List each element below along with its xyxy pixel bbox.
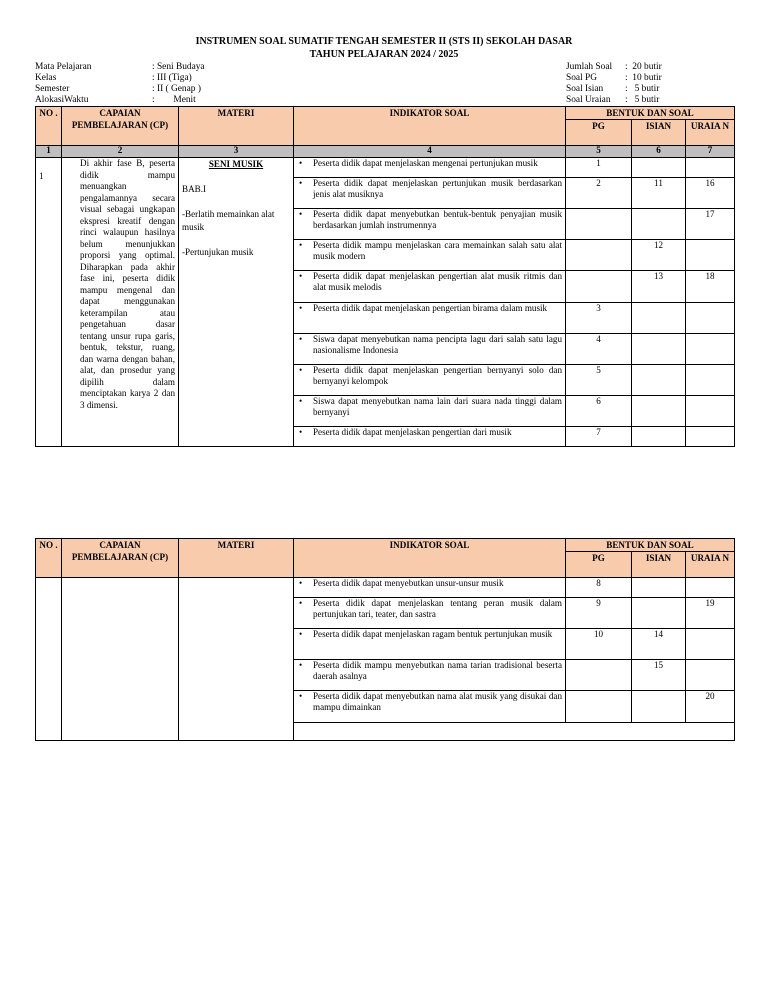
indikator-text: Peserta didik dapat menjelaskan pengertian dari musik bbox=[313, 427, 512, 437]
indikator-cell bbox=[294, 691, 566, 723]
indikator-cell bbox=[294, 158, 566, 178]
header-indikator: INDIKATOR SOAL bbox=[294, 539, 566, 578]
indikator-text: Peserta didik dapat menjelaskan pengertian alat musik ritmis dan alat musik melodis bbox=[313, 271, 562, 292]
info-value-jumlah: : 20 butir bbox=[625, 62, 662, 72]
header-indikator: INDIKATOR SOAL bbox=[294, 107, 566, 146]
uraian-cell bbox=[686, 629, 735, 660]
uraian-cell bbox=[686, 303, 735, 334]
pg-cell bbox=[566, 271, 632, 303]
indikator-text: Peserta didik dapat menyebutkan unsur-unsur musik bbox=[313, 578, 504, 588]
header-pg: PG bbox=[566, 552, 632, 578]
uraian-cell: 17 bbox=[686, 209, 735, 240]
indikator-cell bbox=[294, 660, 566, 691]
pg-cell: 1 bbox=[566, 158, 632, 178]
isian-cell bbox=[632, 427, 686, 447]
pg-cell: 6 bbox=[566, 396, 632, 427]
isian-cell: 14 bbox=[632, 629, 686, 660]
isian-cell bbox=[632, 365, 686, 396]
info-value-pg: : 10 butir bbox=[625, 73, 662, 83]
indikator-cell bbox=[294, 178, 566, 209]
empty-cell bbox=[294, 723, 735, 741]
table-row bbox=[36, 578, 735, 598]
pg-cell: 7 bbox=[566, 427, 632, 447]
pg-cell: 9 bbox=[566, 598, 632, 629]
pg-cell: 8 bbox=[566, 578, 632, 598]
info-value-uraian: : 5 butir bbox=[625, 95, 660, 105]
document-title: INSTRUMEN SOAL SUMATIF TENGAH SEMESTER II (STS II) SEKOLAH DASAR bbox=[195, 36, 573, 47]
header-no: NO . bbox=[36, 107, 62, 146]
indikator-cell bbox=[294, 240, 566, 271]
isian-cell bbox=[632, 396, 686, 427]
bullet-icon: • bbox=[299, 271, 303, 281]
header-uraian: URAIA N bbox=[686, 120, 735, 146]
info-value-mapel: : Seni Budaya bbox=[152, 62, 205, 72]
indikator-text: Siswa dapat menyebutkan nama lain dari suara nada tinggi dalam bernyanyi bbox=[313, 396, 562, 417]
isian-cell: 11 bbox=[632, 178, 686, 209]
pg-cell: 4 bbox=[566, 334, 632, 365]
uraian-cell: 16 bbox=[686, 178, 735, 209]
instrument-table-2 bbox=[35, 538, 735, 741]
isian-cell: 15 bbox=[632, 660, 686, 691]
header-materi: MATERI bbox=[179, 107, 294, 146]
col-number: 5 bbox=[566, 146, 632, 158]
indikator-text: Peserta didik mampu menyebutkan nama tarian tradisional beserta daerah asalnya bbox=[313, 660, 562, 681]
header-materi: MATERI bbox=[179, 539, 294, 578]
info-value-alokasi: : Menit bbox=[152, 95, 196, 105]
uraian-cell bbox=[686, 365, 735, 396]
indikator-text: Peserta didik dapat menyebutkan nama alat musik yang disukai dan mampu dimainkan bbox=[313, 691, 562, 712]
bullet-icon: • bbox=[299, 158, 303, 168]
indikator-cell bbox=[294, 629, 566, 660]
info-value-semester: : II ( Genap ) bbox=[152, 84, 201, 94]
document-subtitle: TAHUN PELAJARAN 2024 / 2025 bbox=[309, 49, 459, 60]
bullet-icon: • bbox=[299, 209, 303, 219]
uraian-cell: 20 bbox=[686, 691, 735, 723]
header-no: NO . bbox=[36, 539, 62, 578]
header-bentuk: BENTUK DAN SOAL bbox=[566, 539, 735, 552]
uraian-cell: 19 bbox=[686, 598, 735, 629]
table-row bbox=[36, 158, 735, 178]
uraian-cell: 18 bbox=[686, 271, 735, 303]
pg-cell: 3 bbox=[566, 303, 632, 334]
indikator-cell bbox=[294, 271, 566, 303]
uraian-cell bbox=[686, 427, 735, 447]
col-number: 7 bbox=[686, 146, 735, 158]
indikator-cell bbox=[294, 598, 566, 629]
info-label-jumlah: Jumlah Soal bbox=[566, 62, 613, 72]
info-label-uraian: Soal Uraian bbox=[566, 95, 611, 105]
bullet-icon: • bbox=[299, 303, 303, 313]
info-value-isian: : 5 butir bbox=[625, 84, 660, 94]
uraian-cell bbox=[686, 158, 735, 178]
indikator-cell bbox=[294, 365, 566, 396]
indikator-cell bbox=[294, 578, 566, 598]
col-number: 3 bbox=[179, 146, 294, 158]
header-cp: CAPAIAN PEMBELAJARAN (CP) bbox=[62, 107, 179, 146]
isian-cell bbox=[632, 598, 686, 629]
indikator-text: Peserta didik dapat menjelaskan pertunjukan musik berdasarkan jenis alat musiknya bbox=[313, 178, 562, 199]
bullet-icon: • bbox=[299, 334, 303, 344]
col-number: 6 bbox=[632, 146, 686, 158]
col-number: 4 bbox=[294, 146, 566, 158]
pg-cell bbox=[566, 240, 632, 271]
indikator-cell bbox=[294, 334, 566, 365]
uraian-cell bbox=[686, 334, 735, 365]
row-number-empty bbox=[36, 578, 62, 741]
indikator-cell bbox=[294, 303, 566, 334]
bullet-icon: • bbox=[299, 660, 303, 670]
header-cp: CAPAIAN PEMBELAJARAN (CP) bbox=[62, 539, 179, 578]
row-number: 1 bbox=[36, 158, 62, 447]
info-label-alokasi: AlokasiWaktu bbox=[35, 95, 89, 105]
pg-cell bbox=[566, 660, 632, 691]
cp-empty bbox=[62, 578, 179, 741]
indikator-text: Peserta didik dapat menyebutkan bentuk-bentuk penyajian musik berdasarkan jumlah instrumennya bbox=[313, 209, 562, 230]
pg-cell: 5 bbox=[566, 365, 632, 396]
indikator-text: Siswa dapat menyebutkan nama pencipta lagu dari salah satu lagu nasionalisme Indonesia bbox=[313, 334, 562, 355]
materi-item: -Pertunjukan musik bbox=[182, 247, 254, 257]
pg-cell bbox=[566, 209, 632, 240]
bullet-icon: • bbox=[299, 598, 303, 608]
isian-cell bbox=[632, 158, 686, 178]
bullet-icon: • bbox=[299, 365, 303, 375]
uraian-cell bbox=[686, 660, 735, 691]
bullet-icon: • bbox=[299, 691, 303, 701]
header-uraian: URAIA N bbox=[686, 552, 735, 578]
header-bentuk: BENTUK DAN SOAL bbox=[566, 107, 735, 120]
info-label-kelas: Kelas bbox=[35, 73, 57, 83]
bullet-icon: • bbox=[299, 240, 303, 250]
col-number: 2 bbox=[62, 146, 179, 158]
pg-cell bbox=[566, 691, 632, 723]
isian-cell bbox=[632, 303, 686, 334]
isian-cell: 12 bbox=[632, 240, 686, 271]
bullet-icon: • bbox=[299, 427, 303, 437]
indikator-cell bbox=[294, 209, 566, 240]
uraian-cell bbox=[686, 396, 735, 427]
indikator-text: Peserta didik dapat menjelaskan tentang peran musik dalam pertunjukan tari, teater, dan sastra bbox=[313, 598, 562, 619]
indikator-cell bbox=[294, 396, 566, 427]
uraian-cell bbox=[686, 578, 735, 598]
info-label-pg: Soal PG bbox=[566, 73, 597, 83]
materi-head: SENI MUSIK bbox=[208, 159, 264, 169]
header-isian: ISIAN bbox=[632, 552, 686, 578]
materi-cell bbox=[179, 158, 294, 447]
materi-item: -Berlatih memainkan alat musik bbox=[182, 209, 275, 232]
indikator-cell bbox=[294, 427, 566, 447]
info-label-mapel: Mata Pelajaran bbox=[35, 62, 92, 72]
indikator-text: Peserta didik mampu menjelaskan cara memainkan salah satu alat musik modern bbox=[313, 240, 562, 261]
info-value-kelas: : III (Tiga) bbox=[152, 73, 192, 83]
isian-cell bbox=[632, 209, 686, 240]
bullet-icon: • bbox=[299, 396, 303, 406]
bullet-icon: • bbox=[299, 578, 303, 588]
isian-cell bbox=[632, 578, 686, 598]
indikator-text: Peserta didik dapat menjelaskan pengertian bernyanyi solo dan bernyanyi kelompok bbox=[313, 365, 562, 386]
bullet-icon: • bbox=[299, 629, 303, 639]
info-label-semester: Semester bbox=[35, 84, 70, 94]
col-number: 1 bbox=[36, 146, 62, 158]
instrument-table-1 bbox=[35, 106, 735, 447]
materi-empty bbox=[179, 578, 294, 741]
uraian-cell bbox=[686, 240, 735, 271]
isian-cell bbox=[632, 334, 686, 365]
pg-cell: 2 bbox=[566, 178, 632, 209]
indikator-text: Peserta didik dapat menjelaskan pengertian birama dalam musik bbox=[313, 303, 548, 313]
indikator-text: Peserta didik dapat menjelaskan ragam bentuk pertunjukan musik bbox=[313, 629, 553, 639]
isian-cell: 13 bbox=[632, 271, 686, 303]
materi-item: BAB.I bbox=[182, 184, 206, 194]
indikator-text: Peserta didik dapat menjelaskan mengenai pertunjukan musik bbox=[313, 158, 538, 168]
bullet-icon: • bbox=[299, 178, 303, 188]
info-label-isian: Soal Isian bbox=[566, 84, 604, 94]
cp-text: Di akhir fase B, peserta didik mampu menuangkan pengalamannya secara visual sebagai ungkapan ekspresi kreatif dengan rinci walaupun hasilnya belum menunjukkan proporsi yang optimal. Diharapkan pada akhir fase ini, peserta didik mampu mengenal dan dapat menggunakan keterampilan atau pengetahuan dasar tentang unsur rupa garis, bentuk, tekstur, ruang, dan warna dengan bahan, alat, dan prosedur yang dipilih dalam menciptakan karya 2 dan 3 dimensi. bbox=[62, 158, 179, 447]
header-isian: ISIAN bbox=[632, 120, 686, 146]
isian-cell bbox=[632, 691, 686, 723]
pg-cell: 10 bbox=[566, 629, 632, 660]
header-pg: PG bbox=[566, 120, 632, 146]
